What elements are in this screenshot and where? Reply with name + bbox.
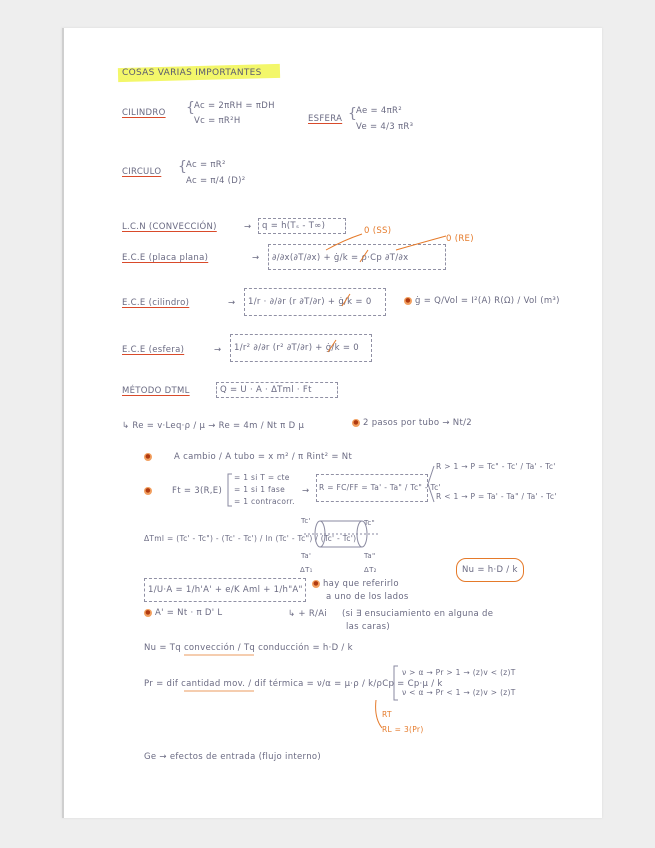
dtml-label-ta1: Ta' bbox=[301, 552, 312, 560]
refer-note: hay que referirlo bbox=[323, 579, 399, 589]
ece-cilindro-label: E.C.E (cilindro) bbox=[122, 298, 190, 308]
generation-formula: ġ = Q/Vol = I²(A) R(Ω) / Vol (m³) bbox=[415, 296, 560, 306]
circulo-area-2: Ac = π/4 (D)² bbox=[186, 176, 246, 186]
esfera-area: Ae = 4πR² bbox=[356, 106, 402, 116]
bullet-icon: ● bbox=[145, 452, 151, 460]
ece-esfera-label: E.C.E (esfera) bbox=[122, 345, 185, 355]
circulo-label: CIRCULO bbox=[122, 167, 162, 177]
circulo-area-1: Ac = πR² bbox=[186, 160, 226, 170]
areas-equation: A cambio / A tubo = x m² / π Rint² = Nt bbox=[174, 452, 353, 462]
pr-rl: RL = 3(Pr) bbox=[382, 725, 424, 734]
arrow-icon: → bbox=[244, 222, 252, 232]
bullet-icon: ● bbox=[353, 418, 359, 426]
pr-case-2: ν < α → Pr < 1 → (z)v > (z)T bbox=[402, 688, 516, 697]
ge-note: Ge → efectos de entrada (flujo interno) bbox=[144, 752, 321, 762]
ft-equation: Ft = 3(R,E) bbox=[172, 486, 223, 496]
ft-p-case-1: R > 1 → P = Tc" - Tc' / Ta' - Tc' bbox=[436, 462, 556, 471]
circulo-brace: { bbox=[178, 159, 188, 175]
ece-plana-label: E.C.E (placa plana) bbox=[122, 253, 209, 263]
dtml-label-ta2: Ta" bbox=[364, 552, 376, 560]
ft-r-equation: R = FC/FF = Ta' - Ta" / Tc" - Tc' bbox=[319, 483, 441, 492]
arrow-icon: → bbox=[214, 345, 222, 355]
bullet-icon: ● bbox=[145, 608, 151, 616]
ft-case-2: = 1 si 1 fase bbox=[234, 485, 286, 494]
pr-rt: RT bbox=[382, 710, 392, 719]
arrow-icon: → bbox=[228, 298, 236, 308]
nu-equation: Nu = Tq convección / Tq conducción = h·D / k bbox=[144, 643, 353, 653]
dtml-label-tc1: Tc' bbox=[301, 517, 311, 525]
metodo-equation: Q = U · A · ΔTml · Ft bbox=[220, 385, 312, 395]
metodo-label: MÉTODO DTML bbox=[122, 386, 190, 396]
resist-equation: 1/U·A = 1/h'A' + e/K Aml + 1/h"A" bbox=[148, 585, 303, 595]
reynolds-equation: ↳ Re = v·Leq·ρ / μ → Re = 4m / Nt π D μ bbox=[122, 421, 305, 431]
ece-plana-note-ss: 0 (SS) bbox=[364, 226, 392, 236]
annotation-overlay bbox=[64, 28, 602, 818]
resist-ensuciamiento-1: (si ∃ ensuciamiento en alguna de bbox=[342, 609, 494, 619]
ece-plana-equation: ∂/∂x(∂T/∂x) + ġ/k = ρ·Cp ∂T/∂x bbox=[272, 253, 409, 263]
cilindro-area: Ac = 2πRH = πDH bbox=[194, 101, 275, 111]
bullet-icon: ● bbox=[313, 579, 319, 587]
dtml-delta-2: ΔT₂ bbox=[364, 566, 377, 574]
lcn-equation: q = h(Tₛ - T∞) bbox=[262, 221, 326, 231]
pr-case-1: ν > α → Pr > 1 → (z)v < (z)T bbox=[402, 668, 516, 677]
ece-plana-note-re: 0 (RE) bbox=[446, 234, 474, 244]
resist-note-2: a uno de los lados bbox=[326, 592, 409, 602]
pasos-note: 2 pasos por tubo → Nt/2 bbox=[363, 418, 472, 428]
esfera-brace: { bbox=[348, 106, 358, 122]
page-title: COSAS VARIAS IMPORTANTES bbox=[122, 68, 262, 78]
cilindro-volume: Vc = πR²H bbox=[194, 116, 241, 126]
ft-case-1: = 1 si T = cte bbox=[234, 473, 290, 482]
cilindro-label: CILINDRO bbox=[122, 108, 166, 118]
bullet-icon: ● bbox=[405, 296, 411, 304]
dtml-equation: ΔTml = (Tc' - Tc") - (Tc' - Tc') / ln (Tc' - Tc") / (Tc' - Tc') bbox=[144, 534, 357, 543]
nusselt-box-equation: Nu = h·D / k bbox=[462, 565, 518, 575]
resist-ensuciamiento-2: las caras) bbox=[346, 622, 391, 632]
lcn-label: L.C.N (CONVECCIÓN) bbox=[122, 222, 217, 232]
bullet-icon: ● bbox=[145, 486, 151, 494]
dtml-label-tc2: Tc" bbox=[364, 519, 376, 527]
esfera-volume: Ve = 4/3 πR³ bbox=[356, 122, 414, 132]
arrow-icon: → bbox=[252, 253, 260, 263]
ece-esfera-equation: 1/r² ∂/∂r (r² ∂T/∂r) + ġ/k = 0 bbox=[234, 343, 359, 353]
dtml-delta-1: ΔT₁ bbox=[300, 566, 313, 574]
arrow-icon: → bbox=[302, 486, 310, 496]
resist-plus: ↳ + R/Ai bbox=[288, 609, 327, 619]
pr-equation: Pr = dif cantidad mov. / dif térmica = ν/α = μ·ρ / k/ρCp = Cp·μ / k bbox=[144, 679, 443, 689]
ece-cilindro-equation: 1/r · ∂/∂r (r ∂T/∂r) + ġ/k = 0 bbox=[248, 297, 372, 307]
notebook-page bbox=[62, 28, 602, 818]
esfera-label: ESFERA bbox=[308, 114, 343, 124]
ft-p-case-2: R < 1 → P = Ta' - Ta" / Ta' - Tc' bbox=[436, 492, 557, 501]
ft-case-3: = 1 contracorr. bbox=[234, 497, 295, 506]
area-formula: A' = Nt · π D' L bbox=[155, 608, 223, 618]
cilindro-brace: { bbox=[186, 100, 196, 116]
